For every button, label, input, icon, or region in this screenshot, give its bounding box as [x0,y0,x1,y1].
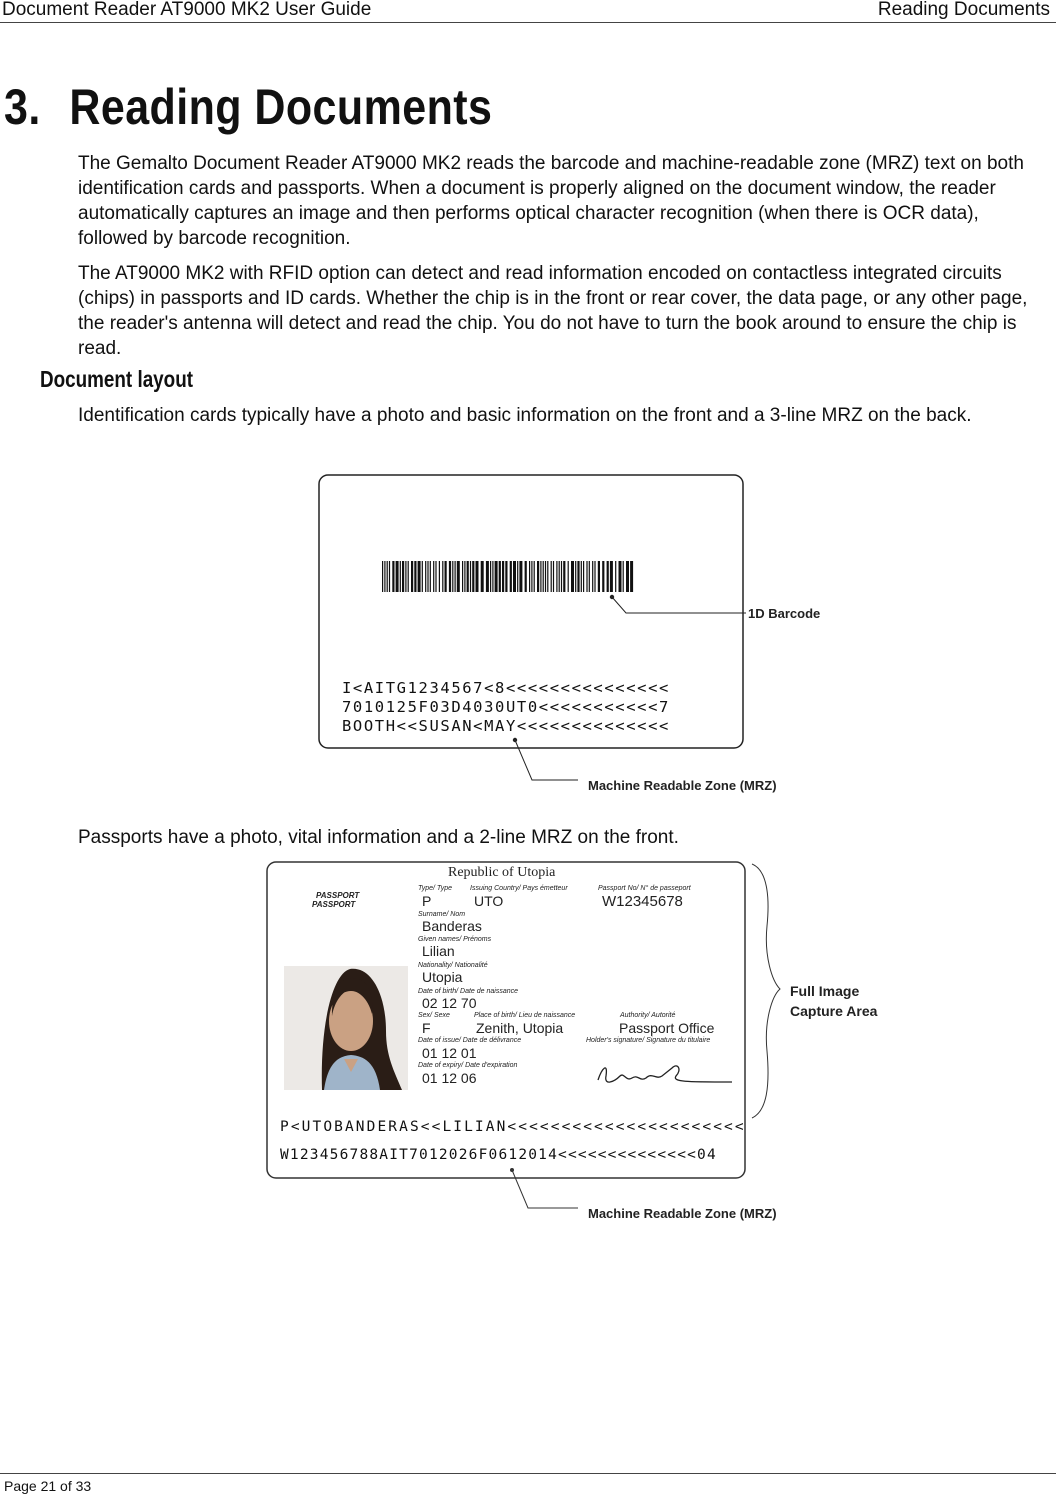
barcode-bar [455,561,456,592]
header-doc-title: Document Reader AT9000 MK2 User Guide [2,0,372,20]
header-rule [0,22,1056,23]
barcode-bar [505,561,507,592]
id-mrz-line-3: BOOTH<<SUSAN<MAY<<<<<<<<<<<<<< [342,717,670,735]
id-card-description: Identification cards typically have a photo and basic information on the front and a 3-line MRZ on the back. [78,405,972,426]
barcode-bar [610,561,613,592]
expiry-label: Date of expiry/ Date d'expiration [418,1062,518,1069]
barcode-bar [442,561,443,592]
barcode-bar [481,561,484,592]
barcode-bar [559,561,560,592]
barcode-bar [594,561,595,592]
barcode-bar [430,561,431,592]
footer-rule [0,1473,1056,1474]
nationality-label: Nationality/ Nationalité [418,962,488,969]
barcode-bar [402,561,404,592]
passport-country: Republic of Utopia [448,865,556,880]
barcode-bar [623,561,624,592]
barcode-bar [492,561,493,592]
barcode-bar [462,561,463,592]
passport-doc-label-1: PASSPORT [316,891,360,900]
barcode-bar [476,561,479,592]
barcode-bar [547,561,548,592]
issuing-value: UTO [474,893,504,909]
barcode-bar [534,561,535,592]
dob-label: Date of birth/ Date de naissance [418,988,519,995]
type-value: P [422,893,432,909]
barcode-bar [598,561,600,592]
barcode-bar [615,561,616,592]
barcode-bar [531,561,532,592]
barcode-bar [457,561,460,592]
capture-area-brace [752,864,780,1118]
barcode-bar [568,561,569,592]
barcode-bar [433,561,434,592]
barcode-bar [422,561,423,592]
passport-mrz-line-2: W123456788AIT7012026F0612014<<<<<<<<<<<<<<04 [280,1147,717,1163]
barcode-bar [452,561,453,592]
id-mrz-callout-label: Machine Readable Zone (MRZ) [588,778,777,793]
surname-value: Banderas [422,918,482,934]
chapter-title: Reading Documents [69,79,493,135]
barcode-bar [510,561,512,592]
barcode-bar [486,561,489,592]
barcode-bar [553,561,554,592]
passport-mrz-callout-label: Machine Readable Zone (MRZ) [588,1206,777,1221]
barcode-bar [581,561,582,592]
barcode-bar [490,561,491,592]
number-label: Passport No/ N° de passeport [598,885,691,892]
barcode-bar [470,561,471,592]
barcode-bar [563,561,565,592]
barcode-bar [495,561,498,592]
barcode-bar [392,561,394,592]
barcode-bar [382,561,383,592]
barcode-bar [411,561,413,592]
barcode-bar [387,561,388,592]
issue-date-label: Date of issue/ Date de délivrance [418,1037,522,1044]
passport-doc-label-2: PASSPORT [312,900,356,909]
barcode-bar [439,561,440,592]
barcode-bar [467,561,469,592]
page-number: Page 21 of 33 [4,1478,92,1494]
passport-description: Passports have a photo, vital information and a 2-line MRZ on the front. [78,827,679,848]
barcode-bar [449,561,451,592]
barcode-bar [607,561,609,592]
passport-mrz-line-1: P<UTOBANDERAS<<LILIAN<<<<<<<<<<<<<<<<<<<<<< [280,1119,746,1135]
sex-value: F [422,1020,431,1036]
barcode-bar [427,561,428,592]
barcode-bar [472,561,474,592]
barcode-bar [414,561,416,592]
chapter-heading [4,78,492,136]
barcode-bar [583,561,584,592]
issue-date-value: 01 12 01 [422,1045,477,1061]
capture-area-label-2: Capture Area [790,1003,878,1019]
barcode-bar [513,561,516,592]
barcode-bar [577,561,579,592]
section-heading: Document layout [40,366,193,392]
passport-photo [284,966,408,1090]
barcode-bar [445,561,447,592]
authority-value: Passport Office [619,1020,715,1036]
chapter-number: 3. [4,79,41,135]
barcode-bar [400,561,401,592]
barcode-bar [389,561,390,592]
barcode-bar [586,561,587,592]
barcode-bar [525,561,527,592]
barcode-bar [384,561,385,592]
intro-paragraph-2: The AT9000 MK2 with RFID option can detect and read information encoded on contactless integrated circuits (chips) in passports and ID cards. Whether the chip is in the front or rear cover, the data page, or any other page, the reader's antenna will detect and read the chip. You do not have to turn the book around to ensure the chip is read. [78,263,1028,359]
barcode-bar [537,561,539,592]
given-names-label: Given names/ Prénoms [418,936,492,943]
barcode-bar [630,561,633,592]
barcode-bar [602,561,604,592]
nationality-value: Utopia [422,969,463,985]
type-label: Type/ Type [418,885,452,892]
barcode-callout-label: 1D Barcode [748,606,821,621]
barcode-bar [405,561,406,592]
barcode-bar [619,561,622,592]
barcode-bar [418,561,421,592]
barcode-bar [540,561,541,592]
holder-signature-label: Holder's signature/ Signature du titulaire [586,1037,711,1044]
barcode-bar [589,561,590,592]
barcode-bar [571,561,574,592]
expiry-value: 01 12 06 [422,1070,477,1086]
barcode-bar [556,561,557,592]
barcode-bar [545,561,546,592]
barcode-bar [543,561,544,592]
id-mrz-line-2: 7010125F03D4030UT0<<<<<<<<<<<7 [342,698,670,716]
barcode-bar [529,561,530,592]
barcode-bar [592,561,593,592]
authority-label: Authority/ Autorité [620,1012,676,1019]
pob-label: Place of birth/ Lieu de naissance [474,1012,576,1019]
dob-value: 02 12 70 [422,995,477,1011]
id-card-figure [300,466,840,806]
passport-figure [262,856,882,1226]
barcode-bar [551,561,552,592]
barcode-bar [499,561,501,592]
barcode-bar [502,561,504,592]
barcode-bar [626,561,629,592]
surname-label: Surname/ Nom [418,911,466,918]
barcode-bar [464,561,465,592]
barcode-bar [561,561,562,592]
issuing-label: Issuing Country/ Pays émetteur [470,885,568,892]
intro-paragraph-1: The Gemalto Document Reader AT9000 MK2 reads the barcode and machine-readable zone (MRZ) text on both identification cards and passports. When a document is properly aligned on the document window, the reader automatically captures an image and then performs optical character recognition (when there is OCR data), followed by barcode recognition. [78,153,1024,249]
barcode-bar [396,561,399,592]
barcode-bar [519,561,522,592]
barcode-bar [517,561,518,592]
header-section-title: Reading Documents [877,0,1050,20]
sex-label: Sex/ Sexe [418,1012,450,1019]
given-names-value: Lilian [422,943,455,959]
pob-value: Zenith, Utopia [476,1020,564,1036]
barcode-bar [575,561,576,592]
barcode-bar [435,561,436,592]
barcode-bar [425,561,426,592]
number-value: W12345678 [602,893,683,910]
id-mrz-line-1: I<AITG1234567<8<<<<<<<<<<<<<<< [342,679,670,697]
capture-area-label-1: Full Image [790,983,860,999]
barcode-bar [408,561,409,592]
